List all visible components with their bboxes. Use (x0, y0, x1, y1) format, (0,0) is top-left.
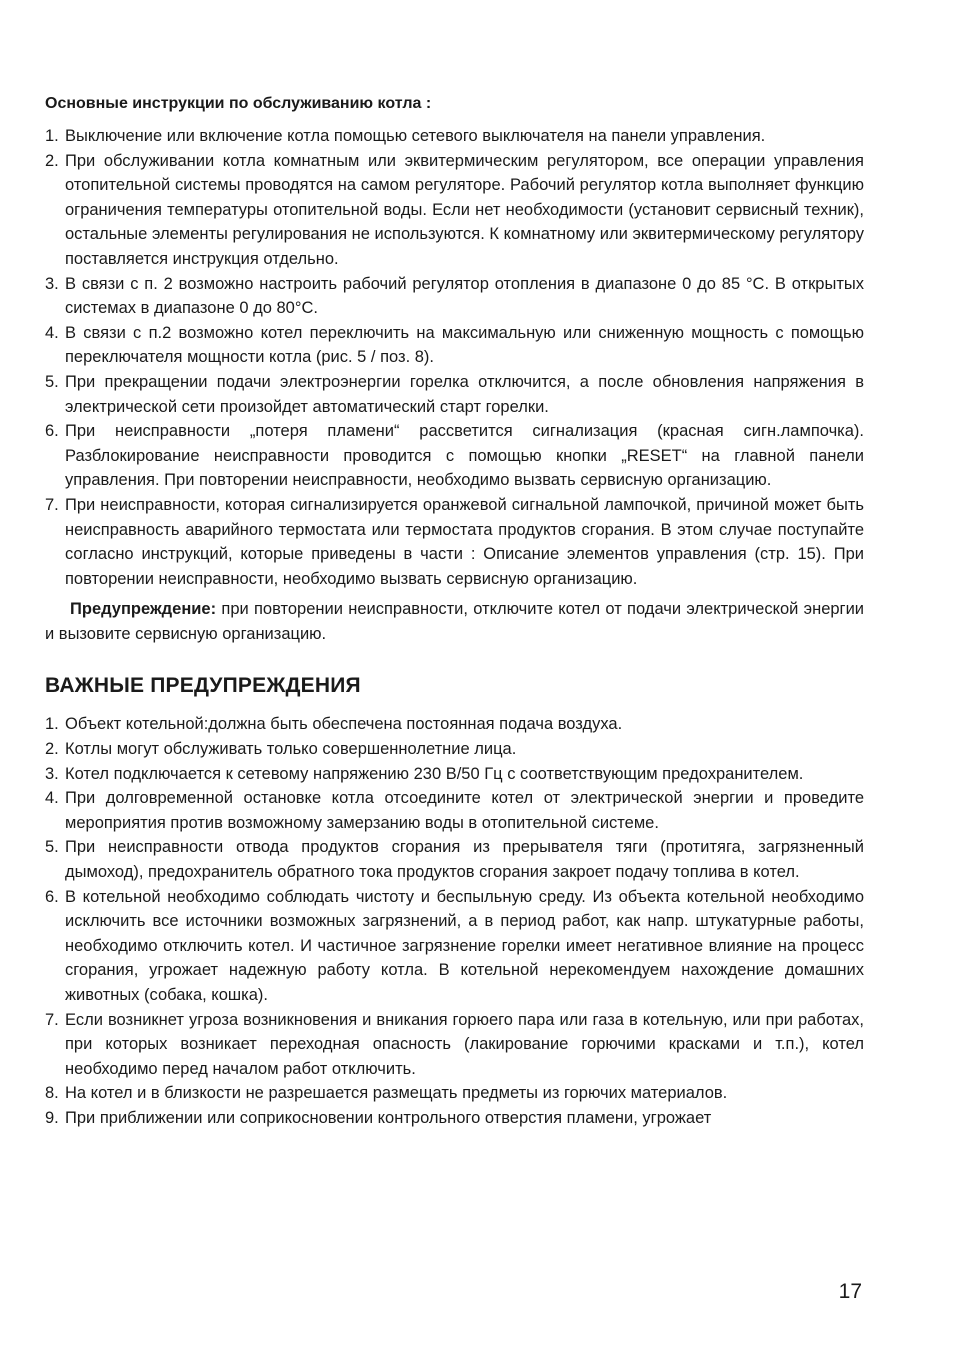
instructions-list (45, 124, 864, 591)
list-item (45, 1008, 864, 1082)
list-item-text: При обслуживании котла комнатным или эквитермическим регулятором, все операции управления отопительной системы проводятся на самом регуляторе. Рабочий регулятор котла выполняет функцию ограничения температуры отопительной воды. Если нет необходимости (установит сервисный техник), остальные элементы регулирования не используются. К комнатному или эквитермическому регулятору поставляется инструкция отдельно. (65, 151, 864, 268)
warning-label: Предупреждение: (70, 600, 217, 619)
list-item-number: 7. (45, 1010, 59, 1029)
list-item (45, 786, 864, 835)
list-item (45, 272, 864, 321)
list-item-text: При долговременной остановке котла отсоедините котел от электрической энергии и проведите мероприятия против возможному замерзанию воды в отопительной системе. (65, 789, 864, 832)
list-item-text: При неисправности, которая сигнализируется оранжевой сигнальной лампочкой, причиной может быть неисправность аварийного термостата или термостата продуктов сгорания. В этом случае поступайте согласно инструкций, которые приведены в части : Описание элементов управления (стр. 15). При повторении неисправности, необходимо вызвать сервисную организацию. (65, 495, 864, 588)
list-item-number: 5. (45, 838, 59, 857)
important-warnings-heading: ВАЖНЫЕ ПРЕДУПРЕЖДЕНИЯ (45, 674, 361, 698)
list-item (45, 737, 864, 762)
list-item-number: 8. (45, 1084, 59, 1103)
important-warnings-list (45, 712, 864, 1130)
list-item-text: В связи с п. 2 возможно настроить рабочий регулятор отопления в диапазоне 0 до 85 °C. В открытых системах в диапазоне 0 до 80°C. (65, 274, 864, 318)
list-item-text: Объект котельной:должна быть обеспечена постоянная подача воздуха. (65, 715, 623, 734)
warning-note (45, 597, 864, 646)
list-item-text: Котел подключается к сетевому напряжению 230 В/50 Гц с соответствующим предохранителем. (65, 764, 804, 783)
list-item-number: 2. (45, 151, 59, 170)
instructions-heading: Основные инструкции по обслуживанию котла : (45, 95, 432, 112)
list-item (45, 370, 864, 419)
list-item (45, 762, 864, 787)
list-item-text: Если возникнет угроза возникновения и вникания горюего пара или газа в котельную, или при работах, при которых возникает переходная опасность (лакирование горючими красками и т.п.), котел необходимо перед началом работ отключить. (65, 1010, 864, 1078)
list-item-number: 1. (45, 127, 59, 145)
list-item-number: 5. (45, 372, 59, 391)
list-item-text: При приближении или соприкосновении контрольного отверстия пламени, угрожает (65, 1108, 712, 1127)
list-item-text: При неисправности отвода продуктов сгорания из прерывателя тяги (протитяга, загрязненный дымоход), предохранитель обратного тока продуктов сгорания закроет подачу топлива в котел. (65, 838, 864, 882)
list-item (45, 712, 864, 737)
list-item (45, 1081, 864, 1106)
list-item-number: 4. (45, 323, 59, 342)
list-item-number: 2. (45, 740, 59, 759)
list-item-number: 9. (45, 1108, 59, 1127)
list-item-number: 4. (45, 789, 59, 808)
list-item-text: При прекращении подачи электроэнергии горелка отключится, а после обновления напряжения в электрической сети произойдет автоматический старт горелки. (65, 372, 864, 416)
list-item (45, 419, 864, 493)
warning-text: при повторении неисправности, отключите котел от подачи электрической энергии и вызовите сервисную организацию. (45, 600, 864, 643)
list-item-number: 6. (45, 887, 59, 906)
list-item (45, 1106, 864, 1131)
document-page (45, 92, 864, 1131)
list-item (45, 124, 864, 149)
list-item (45, 885, 864, 1008)
list-item-text: Выключение или включение котла помощью сетевого выключателя на панели управления. (65, 127, 766, 145)
list-item (45, 149, 864, 272)
list-item-number: 3. (45, 274, 59, 293)
list-item-number: 3. (45, 764, 59, 783)
list-item-number: 1. (45, 715, 59, 734)
list-item-text: В связи с п.2 возможно котел переключить на максимальную или сниженную мощность с помощью переключателя мощности котла (рис. 5 / поз. 8). (65, 323, 864, 367)
list-item (45, 835, 864, 884)
list-item-text: Котлы могут обслуживать только совершеннолетние лица. (65, 740, 517, 759)
list-item-text: При неисправности „потеря пламени“ рассветится сигнализация (красная сигн.лампочка). Разблокирование неисправности проводится с помощью кнопки „RESET“ на главной панели управления. При повторении неисправности, необходимо вызвать сервисную организацию. (65, 422, 864, 490)
list-item (45, 493, 864, 591)
list-item-text: На котел и в близкости не разрешается размещать предметы из горючих материалов. (65, 1084, 728, 1103)
list-item (45, 321, 864, 370)
list-item-number: 7. (45, 495, 59, 514)
list-item-number: 6. (45, 422, 59, 441)
list-item-text: В котельной необходимо соблюдать чистоту и беспыльную среду. Из объекта котельной необходимо исключить все источники возможных загрязнений, а в период работ, как напр. штукатурные работы, необходимо отключить котел. И частичное загрязнение горелки имеет негативное влияние на процесс сгорания, угрожает надежную работу котла. В котельной нерекомендуем нахождение домашних животных (собака, кошка). (65, 887, 864, 1004)
page-number: 17 (838, 1280, 862, 1303)
